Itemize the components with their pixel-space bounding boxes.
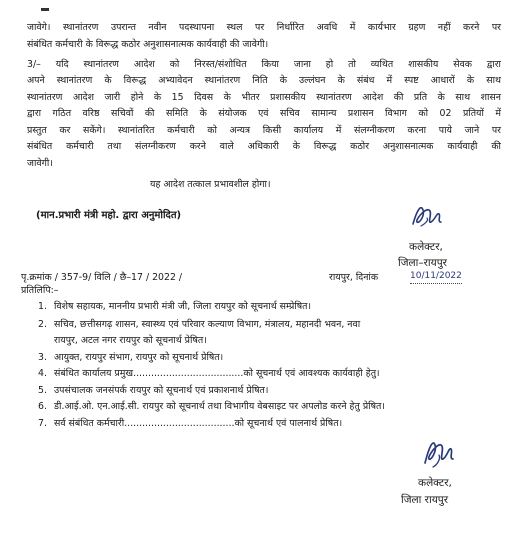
para3-line-2: अपने स्थानांतरण के विरूद्ध अभ्यावेदन स्थानांतरण निति के उल्लंघन के संबंध में स्पष्ट आधारों के साथ [27, 75, 501, 86]
copy-item-7 [38, 417, 342, 430]
copy-label: प्रतिलिपि:– [21, 285, 59, 296]
para3-line-7: जावेगी। [27, 158, 53, 169]
copy-item-text: सचिव, छत्तीसगढ़ शासन, स्वास्थ्य एवं परिवार कल्याण विभाग, मंत्रालय, महानदी भवन, नवा [54, 319, 361, 330]
collector-signature-2 [417, 433, 461, 473]
para2-line-2: संबंधित कर्मचारी के विरूद्ध कठोर अनुशासनात्मक कार्यवाही की जावेगी। [27, 39, 269, 50]
signature1-place: जिला–रायपुर [398, 257, 447, 269]
copy-item-text: डी.आई.ओ. एन.आई.सी. रायपुर को सूचनार्थ तथा विभागीय वेबसाइट पर अपलोड करने हेतु प्रेषित। [54, 401, 385, 412]
para3-line-5: प्रस्तुत कर सकेंगे। स्थानांतरित कर्मचारी को अन्यत्र किसी कार्यालय में संलग्नीकरण करना पाये जाने पर [27, 125, 501, 136]
copy-item-6 [38, 400, 385, 413]
copy-item-number: 7. [38, 418, 47, 429]
copy-item-number: 2. [38, 319, 47, 330]
para2-line-1: जावेगे। स्थानांतरण उपरान्त नवीन पदस्थापना स्थल पर निर्धारित अवधि में कार्यभार ग्रहण नहीं करने पर [27, 22, 501, 33]
signature2-place: जिला रायपुर [401, 494, 449, 506]
endorsement-date-prefix: रायपुर, दिनांक [329, 272, 379, 283]
approval-note: (मान.प्रभारी मंत्री महो. द्वारा अनुमोदित) [36, 210, 182, 221]
copy-item-text: आयुक्त, रायपुर संभाग, रायपुर को सूचनार्थ प्रेषित। [54, 352, 224, 363]
collector-signature-1 [407, 200, 447, 232]
para3-line-1: 3/– यदि स्थानांतरण आदेश को निरस्त/संशोधित किया जाना हो तो व्यथित शासकीय सेवक द्वारा [27, 59, 501, 70]
signature2-title: कलेक्टर, [418, 477, 452, 489]
copy-item-number: 3. [38, 352, 47, 363]
copy-item-number: 4. [38, 368, 47, 379]
copy-item-number: 6. [38, 401, 47, 412]
copy-item-text: संबंधित कार्यालय प्रमुख.....................................को सूचनार्थ एवं आवश्यक कार्यवाही हेतु। [54, 368, 380, 379]
copy-item-number: 5. [38, 385, 47, 396]
effective-note: यह आदेश तत्काल प्रभावशील होगा। [150, 179, 271, 190]
para3-line-4: द्वारा गठित वरिष्ठ सचिवों की समिति के संयोजक एवं सचिव सामान्य प्रशासन विभाग को 02 प्रतियों में [27, 108, 501, 119]
copy-item-text: उपसंचालक जनसंपर्क रायपुर को सूचनार्थ एवं प्रकाशनार्थ प्रेषित। [54, 385, 269, 396]
copy-item-3 [38, 351, 223, 364]
copy-item-number: 1. [38, 301, 47, 312]
copy-item-4 [38, 367, 380, 380]
copy-item-5 [38, 384, 268, 397]
copy-item-2-line-2: रायपुर, अटल नगर रायपुर को सूचनार्थ प्रेषित। [54, 335, 207, 346]
endorsement-number: पृ.क्रमांक / 357-9/ विलि / छै–17 / 2022 / [21, 272, 183, 283]
endorsement-date-value: 10/11/2022 [410, 270, 462, 284]
copy-item-2 [38, 318, 360, 331]
para3-line-6: संबंधित कर्मचारी तथा संलग्नीकरण करने वाले अधिकारी के विरूद्ध कठोर अनुशासनात्मक कार्यवाही की [27, 141, 501, 152]
copy-item-text: सर्व संबंधित कर्मचारी.....................................को सूचनार्थ एवं पालनार्थ प्रेषित। [54, 418, 343, 429]
para3-line-3: स्थानांतरण आदेश जारी होने के 15 दिवस के भीतर प्रशासकीय स्थानांतरण आदेश की प्रति के साथ शासन [27, 92, 501, 103]
signature1-title: कलेक्टर, [409, 241, 443, 253]
copy-item-1 [38, 300, 311, 313]
copy-item-text: विशेष सहायक, माननीय प्रभारी मंत्री जी, जिला रायपुर को सूचनार्थ सम्प्रेषित। [54, 301, 312, 312]
scan-mark [41, 8, 49, 11]
